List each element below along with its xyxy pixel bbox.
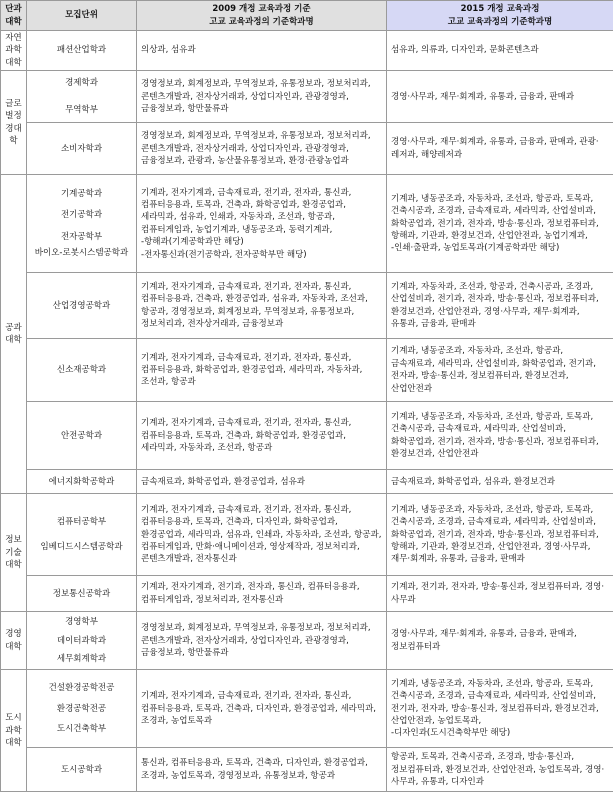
course-2009-cell: 기계과, 전자기계과, 금속재료과, 전기과, 전자과, 통신과, 컴퓨터응용과, 토목과, 건축과, 디자인과, 환경공업과, 세라믹과, 조경과, 농업토목과 <box>137 670 387 748</box>
unit-name: 신소재공학과 <box>56 365 107 376</box>
header-college: 단과대학 <box>1 1 27 31</box>
unit-cell <box>27 576 137 612</box>
course-2015-cell: 경영·사무과, 재무·회계과, 유통과, 금융과, 판매과 <box>387 71 613 123</box>
header-unit: 모집단위 <box>27 1 137 31</box>
course-2009-cell: 기계과, 전자기계과, 금속재료과, 전기과, 전자과, 통신과, 컴퓨터응용과, 토목과, 건축과, 화학공업과, 환경공업과, 세라믹과, 자동차과, 조선과, 항공과 <box>137 402 387 470</box>
college-cell: 경영대학 <box>1 612 27 670</box>
course-2015-cell: 기계과, 자동차과, 조선과, 항공과, 건축시공과, 조경과, 산업설비과, 전기과, 전자과, 방송·통신과, 정보컴퓨터과, 환경보건과, 산업안전과, 경영·사무과, 재무·회계과, 유통과, 금융과, 판매과 <box>387 273 613 339</box>
course-2009-cell: 기계과, 전자기계과, 금속재료과, 전기과, 전자과, 통신과, 컴퓨터응용과, 토목과, 건축과, 디자인과, 화학공업과, 환경공업과, 세라믹과, 섬유과, 인쇄과, 자동차과, 조선과, 항공과, 컴퓨터게임과, 만화·애니메이션과, 영상제작과, 정보처리과, 콘텐츠개발과, 전자통신과 <box>137 494 387 576</box>
course-2015-cell: 금속재료과, 화학공업과, 섬유과, 환경보건과 <box>387 470 613 494</box>
course-2009-cell: 기계과, 전자기계과, 금속재료과, 전기과, 전자과, 통신과, 컴퓨터응용과, 건축과, 환경공업과, 섬유과, 자동차과, 조선과, 항공과, 경영정보과, 회계정보과, 무역정보과, 유통정보과, 정보처리과, 전자상거래과, 금융정보과 <box>137 273 387 339</box>
unit-cell <box>27 175 137 273</box>
course-2009-text: 기계과, 전자기계과, 금속재료과, 전기과, 전자과, 통신과, 컴퓨터응용과, 토목과, 건축과, 화학공업과, 환경공업과, 세라믹과, 섬유과, 인쇄과, 자동차과, 조선과, 항공과, 컴퓨터게임과, 농업기계과, 냉동공조과, 동력기계과, <box>141 187 352 235</box>
header-row <box>1 1 613 31</box>
course-2009-cell <box>137 175 387 273</box>
course-2015-cell: 섬유과, 의류과, 디자인과, 문화콘텐츠과 <box>387 31 613 71</box>
course-2009-cell: 기계과, 전자기계과, 전기과, 전자과, 통신과, 컴퓨터응용과, 컴퓨터게임과, 정보처리과, 전자통신과 <box>137 576 387 612</box>
unit-name: 전기공학과 <box>60 210 103 221</box>
header-2015-line2: 고교 교육과정의 기준학과명 <box>447 16 553 27</box>
unit-cell <box>27 273 137 339</box>
table-row <box>1 71 613 123</box>
college-cell: 공과대학 <box>1 175 27 494</box>
unit-cell <box>27 612 137 670</box>
course-2015-cell <box>387 175 613 273</box>
course-2015-cell: 기계과, 냉동공조과, 자동차과, 조선과, 항공과, 토목과, 건축시공과, 조경과, 금속재료과, 세라믹과, 산업설비과, 화학공업과, 전기과, 전자과, 방송·통신과, 정보컴퓨터과, 항해과, 기관과, 환경보건과, 산업안전과, 경영·사무과, 재무·회계과, 유통과, 금융과, 판매과 <box>387 494 613 576</box>
table-row <box>1 273 613 339</box>
header-2015-line1: 2015 개정 교육과정 <box>460 4 540 15</box>
unit-name: 건설환경공학전공 <box>48 683 115 694</box>
unit-name: 안전공학과 <box>60 430 103 441</box>
unit-name: 도시공학과 <box>60 764 103 775</box>
course-2015-note: -인쇄·출판과, 농업토목과(기계공학과만 해당) <box>391 243 560 254</box>
course-2015-cell: 경영·사무과, 재무·회계과, 유통과, 금융과, 판매과, 정보컴퓨터과 <box>387 612 613 670</box>
unit-name: 경영학부 <box>65 617 98 628</box>
college-cell: 도시과학대학 <box>1 670 27 792</box>
course-2009-cell: 경영정보과, 회계정보과, 무역정보과, 유통정보과, 정보처리과, 콘텐츠개발과, 전자상거래과, 상업디자인과, 관광경영과, 금융정보과, 항만물류과 <box>137 71 387 123</box>
table-row <box>1 339 613 402</box>
header-2009-line1: 2009 개정 교육과정 기준 <box>212 4 311 15</box>
course-2015-note: -디자인과(도시건축학부만 해당) <box>391 728 511 739</box>
course-2009-cell: 경영정보과, 회계정보과, 무역정보과, 유통정보과, 정보처리과, 콘텐츠개발과, 전자상거래과, 상업디자인과, 관광경영과, 금융정보과, 항만물류과 <box>137 612 387 670</box>
header-2015 <box>387 1 613 31</box>
unit-name: 전자공학부 <box>60 231 103 242</box>
table-row <box>1 402 613 470</box>
table-row <box>1 31 613 71</box>
unit-cell <box>27 31 137 71</box>
unit-name: 에너지화학공학과 <box>48 476 115 487</box>
table-row <box>1 748 613 792</box>
course-2009-cell: 경영정보과, 회계정보과, 무역정보과, 유통정보과, 정보처리과, 콘텐츠개발과, 전자상거래과, 상업디자인과, 관광경영과, 금융정보과, 관광과, 농산물유통정보과, 환경·관광농업과 <box>137 123 387 175</box>
unit-name: 컴퓨터공학부 <box>56 517 107 528</box>
course-2009-cell: 의상과, 섬유과 <box>137 31 387 71</box>
unit-name: 정보통신공학과 <box>52 588 111 599</box>
course-2015-cell: 항공과, 토목과, 건축시공과, 조경과, 방송·통신과, 정보컴퓨터과, 환경보건과, 산업안전과, 농업토목과, 경영·사무과, 유통과, 디자인과 <box>387 748 613 792</box>
table-row <box>1 470 613 494</box>
course-2015-cell: 기계과, 전기과, 전자과, 방송·통신과, 정보컴퓨터과, 경영·사무과 <box>387 576 613 612</box>
table-row <box>1 123 613 175</box>
unit-name: 바이오-로봇시스템공학과 <box>34 248 129 259</box>
unit-name: 환경공학전공 <box>56 703 107 714</box>
unit-name: 소비자학과 <box>60 143 103 154</box>
college-cell: 글로벌정경대학 <box>1 71 27 175</box>
unit-cell <box>27 470 137 494</box>
unit-name: 무역학부 <box>65 104 98 115</box>
unit-name: 산업경영공학과 <box>52 300 111 311</box>
table-row <box>1 175 613 273</box>
unit-cell <box>27 71 137 123</box>
course-2009-note: -항해과(기계공학과만 해당) <box>141 237 244 248</box>
course-2015-text: 기계과, 냉동공조과, 자동차과, 조선과, 항공과, 토목과, 건축시공과, 조경과, 금속재료과, 세라믹과, 산업설비과, 전기과, 전자과, 방송·통신과, 정보컴퓨터과, 환경보건과, 산업안전과, 농업토목과, <box>391 678 599 726</box>
unit-name: 세무회계학과 <box>56 653 107 664</box>
course-2015-cell: 경영·사무과, 재무·회계과, 유통과, 금융과, 판매과, 관광·레저과, 해양레저과 <box>387 123 613 175</box>
college-cell: 정보기술대학 <box>1 494 27 612</box>
unit-cell <box>27 494 137 576</box>
header-2009 <box>137 1 387 31</box>
unit-name: 패션산업학과 <box>56 45 107 56</box>
course-2009-note: -전자통신과(전기공학과, 전자공학부만 해당) <box>141 249 307 260</box>
unit-cell <box>27 670 137 748</box>
unit-name: 데이터과학과 <box>56 635 107 646</box>
course-2015-text: 기계과, 냉동공조과, 자동차과, 조선과, 항공과, 토목과, 건축시공과, 조경과, 금속재료과, 세라믹과, 산업설비과, 화학공업과, 전기과, 전자과, 방송·통신과, 정보컴퓨터과, 항해과, 기관과, 환경보건과, 산업안전과, 농업기계과, <box>391 193 599 241</box>
unit-name: 도시건축학부 <box>56 723 107 734</box>
unit-cell <box>27 748 137 792</box>
course-2009-cell: 금속재료과, 화학공업과, 환경공업과, 섬유과 <box>137 470 387 494</box>
unit-name: 기계공학과 <box>60 188 103 199</box>
table-row <box>1 612 613 670</box>
unit-name: 임베디드시스템공학과 <box>40 541 123 552</box>
course-2015-cell: 기계과, 냉동공조과, 자동차과, 조선과, 항공과, 금속재료과, 세라믹과, 산업설비과, 화학공업과, 전기과, 전자과, 방송·통신과, 정보컴퓨터과, 환경보건과, 산업안전과 <box>387 339 613 402</box>
unit-name: 경제학과 <box>65 78 98 89</box>
college-cell: 자연과학대학 <box>1 31 27 71</box>
table-row <box>1 494 613 576</box>
course-2015-cell <box>387 670 613 748</box>
unit-cell <box>27 123 137 175</box>
table-row <box>1 576 613 612</box>
header-2009-line2: 고교 교육과정의 기준학과명 <box>209 16 314 27</box>
unit-cell <box>27 339 137 402</box>
unit-cell <box>27 402 137 470</box>
table-row <box>1 670 613 748</box>
course-2015-cell: 기계과, 냉동공조과, 자동차과, 조선과, 항공과, 토목과, 건축시공과, 금속재료과, 세라믹과, 산업설비과, 화학공업과, 전기과, 전자과, 방송·통신과, 정보컴퓨터과, 환경보건과, 산업안전과 <box>387 402 613 470</box>
course-2009-cell: 통신과, 컴퓨터응용과, 토목과, 건축과, 디자인과, 환경공업과, 조경과, 농업토목과, 경영정보과, 유통정보과, 항공과 <box>137 748 387 792</box>
course-2009-cell: 기계과, 전자기계과, 금속재료과, 전기과, 전자과, 통신과, 컴퓨터응용과, 화학공업과, 환경공업과, 세라믹과, 자동차과, 조선과, 항공과 <box>137 339 387 402</box>
